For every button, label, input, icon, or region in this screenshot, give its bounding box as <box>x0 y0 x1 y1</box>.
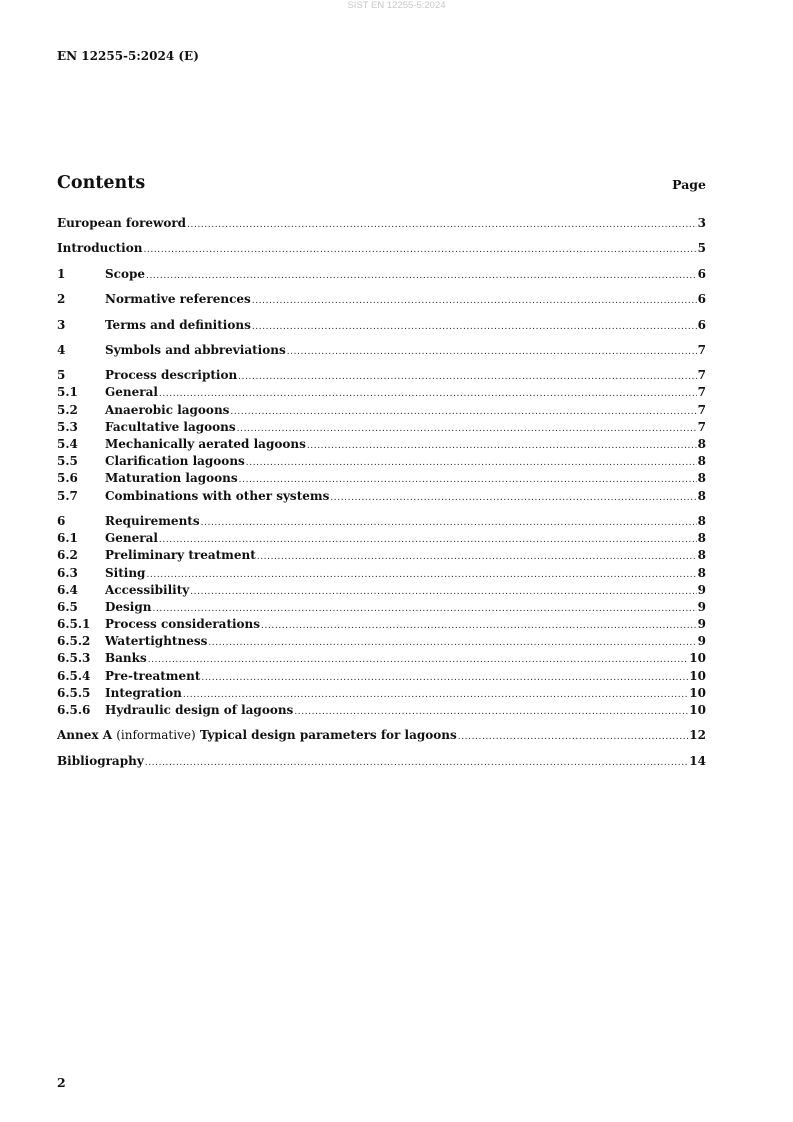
toc-entry-bibliography[interactable] <box>57 753 706 770</box>
toc-entry-number: 5.7 <box>57 488 78 503</box>
dot-leader <box>187 217 697 234</box>
toc-entry-page: 14 <box>689 753 706 768</box>
toc-entry-page: 9 <box>697 599 706 614</box>
toc-entry[interactable] <box>57 317 706 334</box>
toc-entry-number: 6.3 <box>57 565 78 580</box>
toc-entry[interactable] <box>57 402 706 419</box>
toc-entry[interactable] <box>57 547 706 564</box>
toc-entry-number: 6.4 <box>57 582 78 597</box>
toc-entry-page: 8 <box>697 565 706 580</box>
toc-entry-number: 6 <box>57 513 66 528</box>
toc-entry-number: 5.5 <box>57 454 78 469</box>
watermark: SIST EN 12255-5:2024 <box>347 0 446 11</box>
toc-entry[interactable] <box>57 582 706 599</box>
toc-entry-page: 6 <box>697 292 706 307</box>
toc-entry-number: 2 <box>57 292 66 307</box>
toc-entry-title: Symbols and abbreviations <box>105 342 286 357</box>
toc-entry-page: 12 <box>689 728 706 743</box>
dot-leader <box>287 344 697 361</box>
page-number: 2 <box>57 1075 66 1090</box>
toc-entry[interactable] <box>57 565 706 582</box>
toc-entry-title: Design <box>105 599 152 614</box>
toc-entry-title: Accessibility <box>105 582 190 597</box>
toc-entry-title: Terms and definitions <box>105 317 251 332</box>
toc-entry-page: 10 <box>689 685 706 700</box>
toc-entry-number: 5 <box>57 368 66 383</box>
toc-entry-number: 6.5.4 <box>57 668 91 683</box>
toc-entry-page: 9 <box>697 634 706 649</box>
dot-leader <box>294 704 688 721</box>
toc-entry-page: 8 <box>697 531 706 546</box>
toc-entry-number: 1 <box>57 266 66 281</box>
toc-entry-title: Hydraulic design of lagoons <box>105 703 294 717</box>
toc-entry[interactable] <box>57 488 706 505</box>
toc-entry-title: Facultative lagoons <box>105 419 236 434</box>
dot-leader <box>230 404 696 421</box>
toc-entry-number: 5.3 <box>57 419 78 434</box>
dot-leader <box>159 386 697 403</box>
toc-entry-page: 7 <box>697 385 706 400</box>
toc-entry-title: Mechanically aerated lagoons <box>105 437 306 451</box>
dot-leader <box>201 515 697 532</box>
toc-entry[interactable] <box>57 367 706 384</box>
toc-entry-number: 6.5.3 <box>57 651 91 666</box>
toc-entry-title: General <box>105 385 158 400</box>
toc-entry-title: General <box>105 531 158 546</box>
toc-entry-page: 8 <box>697 548 706 563</box>
toc-entry-number: 6.5.5 <box>57 685 91 700</box>
toc-entry[interactable] <box>57 291 706 308</box>
toc-entry-page: 10 <box>689 651 706 666</box>
toc-entry[interactable] <box>57 419 706 436</box>
dot-leader <box>143 242 696 259</box>
toc-entry-title: Siting <box>105 565 146 580</box>
toc-entry-number: 6.2 <box>57 548 78 563</box>
toc-entry[interactable] <box>57 436 706 453</box>
table-of-contents <box>57 215 706 770</box>
toc-entry[interactable] <box>57 215 706 232</box>
dot-leader <box>146 268 697 285</box>
dot-leader <box>252 293 697 310</box>
toc-entry[interactable] <box>57 240 706 257</box>
toc-entry[interactable] <box>57 513 706 530</box>
toc-entry-page: 7 <box>697 342 706 357</box>
toc-entry[interactable] <box>57 470 706 487</box>
dot-leader <box>307 438 697 455</box>
toc-entry-page: 6 <box>697 317 706 332</box>
dot-leader <box>148 652 689 669</box>
toc-entry-page: 8 <box>697 513 706 528</box>
toc-entry-page: 8 <box>697 437 706 451</box>
dot-leader <box>190 584 696 601</box>
toc-entry-number: 3 <box>57 317 66 332</box>
annex-label: Annex A <box>57 728 113 743</box>
dot-leader <box>246 455 697 472</box>
toc-entry-title: Combinations with other systems <box>105 488 330 503</box>
toc-entry-annex-a[interactable] <box>57 727 706 744</box>
dot-leader <box>208 635 696 652</box>
toc-entry-title: Bibliography <box>57 753 144 768</box>
toc-entry-page: 8 <box>697 488 706 503</box>
page-column-label: Page <box>672 177 706 192</box>
toc-entry-title: Requirements <box>105 513 200 528</box>
toc-entry-page: 9 <box>697 582 706 597</box>
toc-entry-number: 4 <box>57 342 66 357</box>
toc-entry-number: 5.1 <box>57 385 78 400</box>
toc-entry-title: Introduction <box>57 241 143 256</box>
toc-entry[interactable] <box>57 530 706 547</box>
toc-entry[interactable] <box>57 616 706 633</box>
toc-entry[interactable] <box>57 384 706 401</box>
toc-entry-page: 10 <box>689 703 706 717</box>
toc-entry[interactable] <box>57 685 706 702</box>
toc-entry-page: 8 <box>697 454 706 469</box>
dot-leader <box>458 729 689 746</box>
toc-entry-title: Process considerations <box>105 617 261 632</box>
toc-entry[interactable] <box>57 453 706 470</box>
dot-leader <box>146 567 696 584</box>
dot-leader <box>261 618 697 635</box>
toc-entry-title: European foreword <box>57 216 187 230</box>
toc-entry[interactable] <box>57 599 706 616</box>
toc-entry-number: 5.4 <box>57 437 78 451</box>
contents-heading: Contents <box>57 173 146 193</box>
toc-entry-number: 6.1 <box>57 531 78 546</box>
toc-entry-page: 7 <box>697 402 706 417</box>
toc-entry-title: Watertightness <box>105 634 208 649</box>
toc-entry-title <box>57 727 457 744</box>
toc-entry-number: 6.5.1 <box>57 617 91 632</box>
annex-title: Typical design parameters for lagoons <box>199 728 457 743</box>
dot-leader <box>257 549 697 566</box>
toc-entry-title: Scope <box>105 266 146 281</box>
toc-entry-page: 6 <box>697 266 706 281</box>
toc-entry-page: 10 <box>689 668 706 683</box>
toc-entry-number: 5.2 <box>57 402 78 417</box>
toc-entry[interactable] <box>57 342 706 359</box>
toc-entry[interactable] <box>57 668 706 685</box>
toc-entry-page: 7 <box>697 419 706 434</box>
toc-entry-title: Maturation lagoons <box>105 471 238 486</box>
dot-leader <box>238 369 696 386</box>
toc-entry-title: Integration <box>105 685 182 700</box>
toc-entry-page: 8 <box>697 471 706 486</box>
toc-entry-page: 9 <box>697 617 706 632</box>
toc-entry-title: Normative references <box>105 292 251 307</box>
toc-entry[interactable] <box>57 266 706 283</box>
toc-entry-title: Pre-treatment <box>105 668 201 683</box>
toc-entry-number: 6.5.6 <box>57 703 91 717</box>
toc-entry[interactable] <box>57 633 706 650</box>
toc-entries <box>57 215 706 719</box>
dot-leader <box>330 490 696 507</box>
dot-leader <box>252 319 697 336</box>
toc-entry-number: 5.6 <box>57 471 78 486</box>
toc-entry-page: 3 <box>697 216 706 230</box>
document-identifier: EN 12255-5:2024 (E) <box>57 49 199 63</box>
toc-entry-title: Preliminary treatment <box>105 548 256 563</box>
annex-qualifier: (informative) <box>116 728 196 743</box>
toc-entry-title: Banks <box>105 651 147 666</box>
toc-entry-title: Clarification lagoons <box>105 454 245 469</box>
dot-leader <box>145 755 689 772</box>
toc-entry-title: Process description <box>105 368 238 383</box>
toc-entry-page: 5 <box>697 241 706 256</box>
toc-entry-number: 6.5.2 <box>57 634 91 649</box>
toc-entry-number: 6.5 <box>57 599 78 614</box>
dot-leader <box>201 670 688 687</box>
toc-entry-title: Anaerobic lagoons <box>105 402 230 417</box>
toc-entry[interactable] <box>57 650 706 667</box>
toc-entry-page: 7 <box>697 368 706 383</box>
toc-entry[interactable] <box>57 702 706 719</box>
